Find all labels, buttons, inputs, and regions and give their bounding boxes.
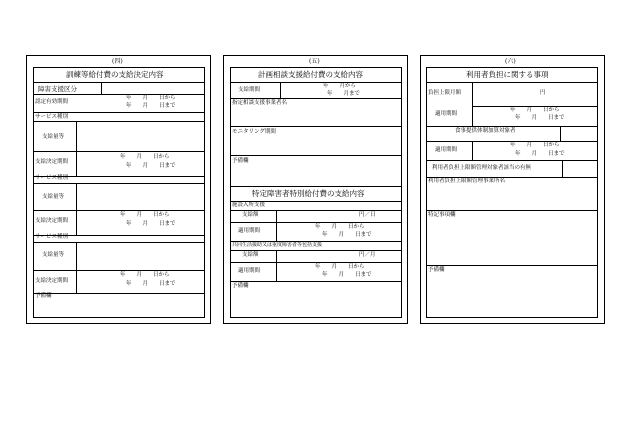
- panel4-title: 訓練等給付費の支給決定内容: [66, 70, 164, 79]
- monthly-cap-yen: 円: [540, 90, 546, 96]
- apply-period-from-1: 年 月 日から: [315, 224, 365, 230]
- panel-number-4: (四): [112, 58, 123, 65]
- apply-period-label-1: 適用期間: [238, 228, 261, 234]
- provider-label: 指定相談支援事業者名: [232, 100, 288, 106]
- apply-period-label-2: 適用期間: [238, 268, 261, 274]
- decision-period-from-3: 年 月 日から: [120, 272, 170, 278]
- cert-period-to: 年 月 日まで: [126, 103, 176, 109]
- disability-class-label: 障害支援区分: [38, 85, 77, 93]
- amount-label-3: 支給量等: [42, 252, 65, 258]
- per-month-unit: 円／月: [359, 252, 376, 258]
- pay-period-to: 年 月まで: [327, 91, 361, 97]
- amount-label-1: 支給量等: [42, 134, 65, 140]
- panel-number-5: (五): [309, 58, 320, 65]
- panel5-title2: 特定障害者特別給付費の支給内容: [252, 189, 365, 198]
- decision-period-from-1: 年 月 日から: [120, 154, 170, 160]
- apply-period-from-2: 年 月 日から: [315, 264, 365, 270]
- pay-amount-label-1: 支給額: [242, 212, 259, 218]
- service-type-label-2: サービス種別: [35, 175, 69, 181]
- cap-provider-label: 利用者負担上限額管理事業所名: [428, 178, 506, 184]
- pay-period-from: 年 月から: [323, 83, 357, 89]
- cert-period-from: 年 月 日から: [126, 95, 176, 101]
- panel5-title: 計画相談支援給付費の支給内容: [258, 70, 363, 79]
- cap-management-label: 利用者負担上限額管理対象者該当の有無: [432, 165, 532, 171]
- apply-period-to-2: 年 月 日まで: [322, 272, 372, 278]
- panel-number-6: (六): [505, 58, 516, 65]
- monitoring-label: モニタリング期間: [232, 129, 276, 135]
- panel4-remarks-label: 予備欄: [35, 293, 52, 299]
- decision-period-to-3: 年 月 日まで: [126, 281, 176, 287]
- amount-label-2: 支給量等: [42, 194, 65, 200]
- apply-period-to-6b: 年 月 日まで: [515, 151, 565, 157]
- apply-period-label-6a: 適用期間: [435, 111, 458, 117]
- pay-amount-label-2: 支給額: [242, 252, 259, 258]
- decision-period-label-1: 支給決定期間: [35, 159, 69, 165]
- monthly-cap-label: 負担上限月額: [428, 90, 462, 96]
- apply-period-to-6a: 年 月 日まで: [515, 115, 565, 121]
- panel5-remarks-label: 予備欄: [232, 158, 249, 164]
- panel6-title: 利用者負担に関する事項: [466, 70, 549, 79]
- panel6-form: [426, 67, 598, 318]
- apply-period-label-6b: 適用期間: [435, 147, 458, 153]
- panel6-remarks-label: 予備欄: [428, 267, 445, 273]
- special-notes-label: 特記事項欄: [428, 212, 456, 218]
- decision-period-from-2: 年 月 日から: [120, 212, 170, 218]
- apply-period-from-6b: 年 月 日から: [510, 142, 560, 148]
- group-home-label: 共同生活援助又は重度障害者等包括支援: [232, 242, 323, 248]
- meal-label: 食事提供体制加算対象者: [455, 128, 516, 134]
- decision-period-to-1: 年 月 日まで: [126, 163, 176, 169]
- apply-period-to-1: 年 月 日まで: [322, 232, 372, 238]
- facility-label: 施設入所支援: [232, 202, 266, 208]
- decision-period-label-2: 支給決定期間: [35, 218, 69, 224]
- apply-period-from-6a: 年 月 日から: [510, 107, 560, 113]
- decision-period-to-2: 年 月 日まで: [126, 221, 176, 227]
- cert-period-label: 認定有効期間: [35, 99, 69, 105]
- decision-period-label-3: 支給決定期間: [35, 278, 69, 284]
- panel5-remarks-label-2: 予備欄: [232, 283, 249, 289]
- pay-period-label: 支給期間: [238, 87, 261, 93]
- service-type-label-1: サービス種別: [35, 114, 69, 120]
- service-type-label-3: サービス種別: [35, 234, 69, 240]
- per-day-unit: 円／日: [359, 212, 376, 218]
